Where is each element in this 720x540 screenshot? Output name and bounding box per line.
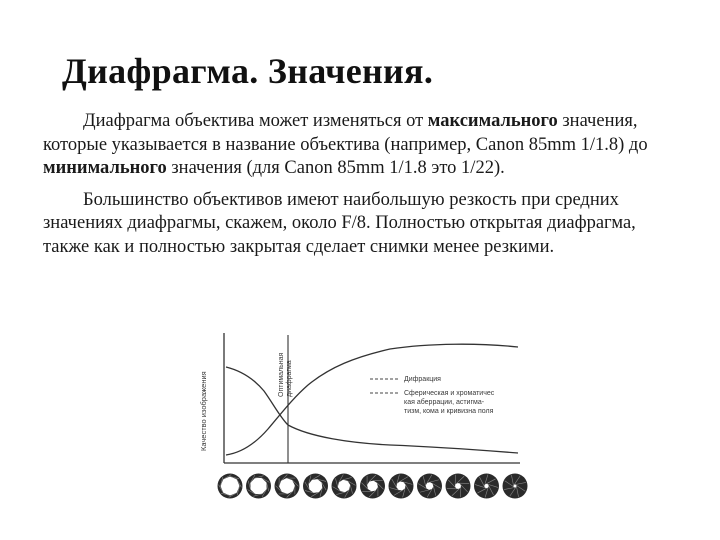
aperture-icon (389, 474, 414, 499)
aperture-icon (360, 474, 385, 499)
paragraph1-part3: значения (для Canon 85mm 1/1.8 это 1/22). (166, 158, 505, 178)
aperture-icon (303, 474, 328, 499)
aperture-icon (474, 474, 499, 499)
aperture-icon (332, 474, 357, 499)
paragraph1-bold-min: минимального (43, 158, 167, 178)
legend-aberration-line3: тизм, кома и кривизна поля (404, 408, 494, 415)
paragraph1-bold-max: максимального (427, 111, 558, 131)
optimal-label-line1: Оптимальная (278, 352, 285, 397)
aperture-icon (503, 474, 528, 499)
slide-body (43, 110, 683, 259)
y-axis-label: Качество изображения (199, 371, 208, 451)
legend-aberration-line2: кая аберрации, астигма- (404, 399, 485, 406)
aperture-icon-row (218, 474, 528, 499)
slide-title: Диафрагма. Значения. (62, 51, 434, 91)
paragraph-aperture-range (43, 110, 683, 181)
paragraph-sharpness: Большинство объективов имеют наибольшую резкость при средних значениях диафрагмы, скажем, около F/8. Полностью открытая диафрагма, также как и полностью закрытая сделает снимки менее резкими. (43, 189, 636, 257)
aperture-icon (417, 474, 442, 499)
aperture-icon (246, 474, 271, 499)
paragraph1-part2: значения, которые указывается в название объектива (например, Canon 85mm 1/1.8) до (43, 111, 648, 155)
aperture-icon-opening (484, 484, 489, 489)
aperture-icon (275, 474, 300, 499)
aperture-icon (446, 474, 471, 499)
paragraph1-part1: Диафрагма объектива может изменяться от (83, 111, 428, 131)
diagram-svg (190, 325, 530, 510)
optimal-label-line2: диафрагма (286, 360, 293, 397)
aperture-icon (218, 474, 243, 499)
legend-aberration-line1: Сферическая и хроматичес (404, 390, 495, 397)
aperture-quality-diagram (190, 325, 530, 510)
legend-diffraction-label: Дифракция (404, 376, 441, 383)
